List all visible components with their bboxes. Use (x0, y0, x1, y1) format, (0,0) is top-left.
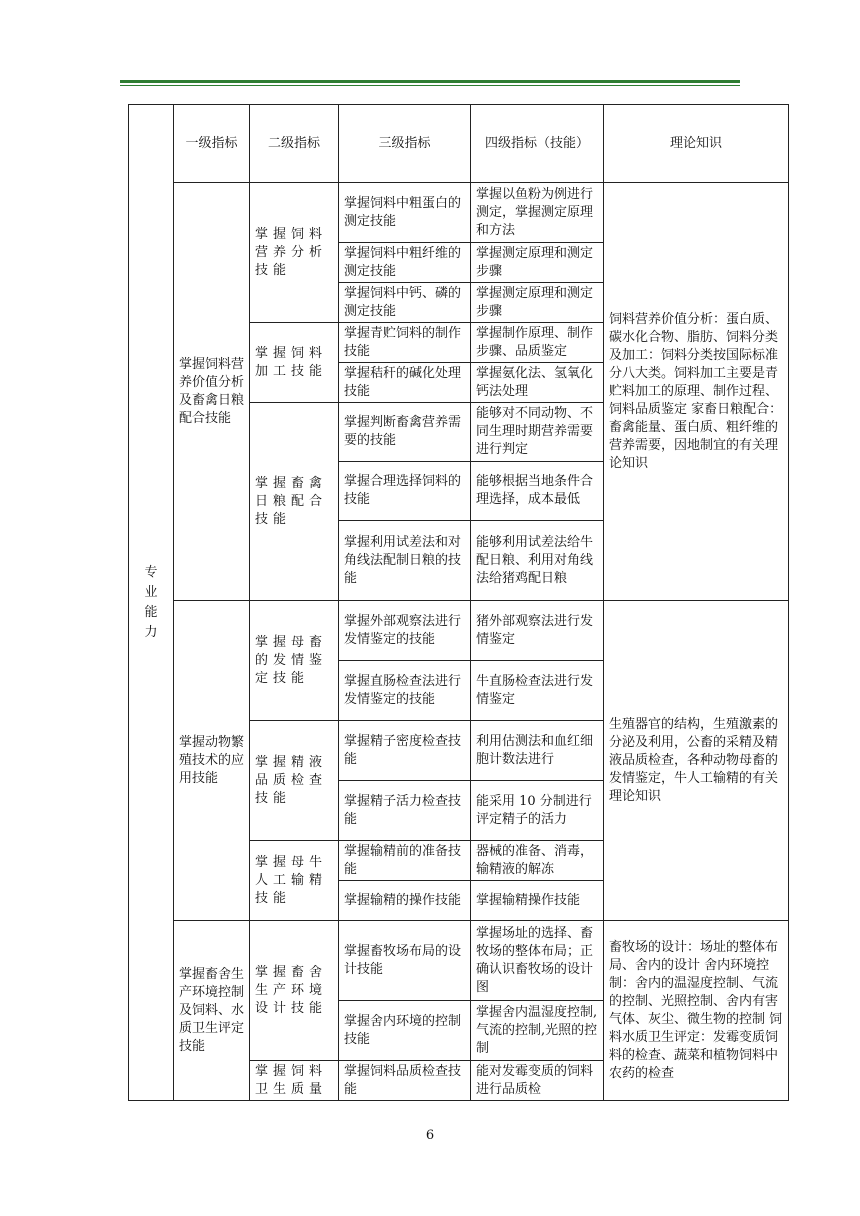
level3-cell: 掌握输精前的准备技能 (339, 841, 471, 881)
level1-cell: 掌握畜舍生产环境控制及饲料、水质卫生评定技能 (174, 921, 250, 1101)
level3-cell: 掌握利用试差法和对角线法配制日粮的技能 (339, 521, 471, 601)
level2-cell: 掌握饲料加工技能 (250, 323, 339, 403)
level3-cell: 掌握青贮饲料的制作技能 (339, 323, 471, 363)
header-level3: 三级指标 (339, 105, 471, 183)
table-row (129, 601, 789, 661)
level4-cell: 掌握以鱼粉为例进行测定，掌握测定原理和方法 (471, 183, 604, 243)
level1-cell: 掌握饲料营养价值分析及畜禽日粮配合技能 (174, 183, 250, 601)
level4-cell: 掌握测定原理和测定步骤 (471, 283, 604, 323)
level2-cell: 掌握畜舍生产环境设计技能 (250, 921, 339, 1061)
page-number: 6 (425, 1128, 435, 1143)
table-row (129, 921, 789, 1001)
table-row (129, 183, 789, 243)
level1-cell: 掌握动物繁殖技术的应用技能 (174, 601, 250, 921)
section-label: 专业能力 (144, 564, 158, 640)
level3-cell: 掌握精子活力检查技能 (339, 781, 471, 841)
header-level1: 一级指标 (174, 105, 250, 183)
level2-cell: 掌握饲料卫生质量 (250, 1061, 339, 1101)
section-label-cell (129, 105, 174, 1101)
level2-cell: 掌握母畜的发情鉴定技能 (250, 601, 339, 721)
table-header-row (129, 105, 789, 183)
level3-cell: 掌握输精的操作技能 (339, 881, 471, 921)
level3-cell: 掌握舍内环境的控制技能 (339, 1001, 471, 1061)
theory-cell: 畜牧场的设计：场址的整体布局、舍内的设计 舍内环境控制：舍内的温湿度控制、气流的控制、光照控制、舍内有害气体、灰尘、微生物的控制 饲料水质卫生评定：发霉变质饲料的检查、蔬菜和植物饲料中农药的检查 (604, 921, 789, 1101)
level4-cell: 掌握制作原理、制作步骤、品质鉴定 (471, 323, 604, 363)
level4-cell: 能够对不同动物、不同生理时期营养需要进行判定 (471, 403, 604, 462)
level2-cell: 掌握饲料营养分析技能 (250, 183, 339, 323)
level4-cell: 掌握输精操作技能 (471, 881, 604, 921)
level2-cell: 掌握精液品质检查技能 (250, 721, 339, 841)
header-rule-thin (120, 85, 740, 86)
level3-cell: 掌握外部观察法进行发情鉴定的技能 (339, 601, 471, 661)
theory-cell: 饲料营养价值分析：蛋白质、碳水化合物、脂肪、饲料分类及加工：饲料分类按国际标准分八大类。饲料加工主要是青贮料加工的原理、制作过程、饲料品质鉴定 家畜日粮配合：畜禽能量、蛋白质、粗纤维的营养需要，因地制宜的有关理论知识 (604, 183, 789, 601)
header-level4: 四级指标（技能） (471, 105, 604, 183)
level4-cell: 能采用 10 分制进行评定精子的活力 (471, 781, 604, 841)
level4-cell: 掌握场址的选择、畜牧场的整体布局；正确认识畜牧场的设计图 (471, 921, 604, 1001)
level2-cell: 掌握母牛人工输精技能 (250, 841, 339, 921)
level2-cell: 掌握畜禽日粮配合技能 (250, 403, 339, 601)
theory-cell: 生殖器官的结构，生殖激素的分泌及利用，公畜的采精及精液品质检查，各种动物母畜的发情鉴定，牛人工输精的有关理论知识 (604, 601, 789, 921)
level3-cell: 掌握判断畜禽营养需要的技能 (339, 403, 471, 462)
level3-cell: 掌握畜牧场布局的设计技能 (339, 921, 471, 1001)
header-rule-thick (120, 80, 740, 83)
level3-cell: 掌握秸秆的碱化处理技能 (339, 363, 471, 403)
level3-cell: 掌握直肠检查法进行发情鉴定的技能 (339, 661, 471, 721)
level4-cell: 猪外部观察法进行发情鉴定 (471, 601, 604, 661)
header-theory: 理论知识 (604, 105, 789, 183)
level3-cell: 掌握合理选择饲料的技能 (339, 462, 471, 521)
level4-cell: 器械的准备、消毒，输精液的解冻 (471, 841, 604, 881)
level3-cell: 掌握饲料中粗纤维的测定技能 (339, 243, 471, 283)
level4-cell: 能够根据当地条件合理选择，成本最低 (471, 462, 604, 521)
level4-cell: 能对发霉变质的饲料进行品质检 (471, 1061, 604, 1101)
level3-cell: 掌握饲料中粗蛋白的测定技能 (339, 183, 471, 243)
header-level2: 二级指标 (250, 105, 339, 183)
level4-cell: 掌握舍内温湿度控制,气流的控制,光照的控制 (471, 1001, 604, 1061)
level4-cell: 掌握氨化法、氢氧化钙法处理 (471, 363, 604, 403)
skills-table (128, 104, 789, 1101)
level4-cell: 牛直肠检查法进行发情鉴定 (471, 661, 604, 721)
level3-cell: 掌握饲料中钙、磷的测定技能 (339, 283, 471, 323)
level3-cell: 掌握精子密度检查技能 (339, 721, 471, 781)
level4-cell: 掌握测定原理和测定步骤 (471, 243, 604, 283)
level4-cell: 能够利用试差法给牛配日粮、利用对角线法给猪鸡配日粮 (471, 521, 604, 601)
level4-cell: 利用估测法和血红细胞计数法进行 (471, 721, 604, 781)
level3-cell: 掌握饲料品质检查技能 (339, 1061, 471, 1101)
